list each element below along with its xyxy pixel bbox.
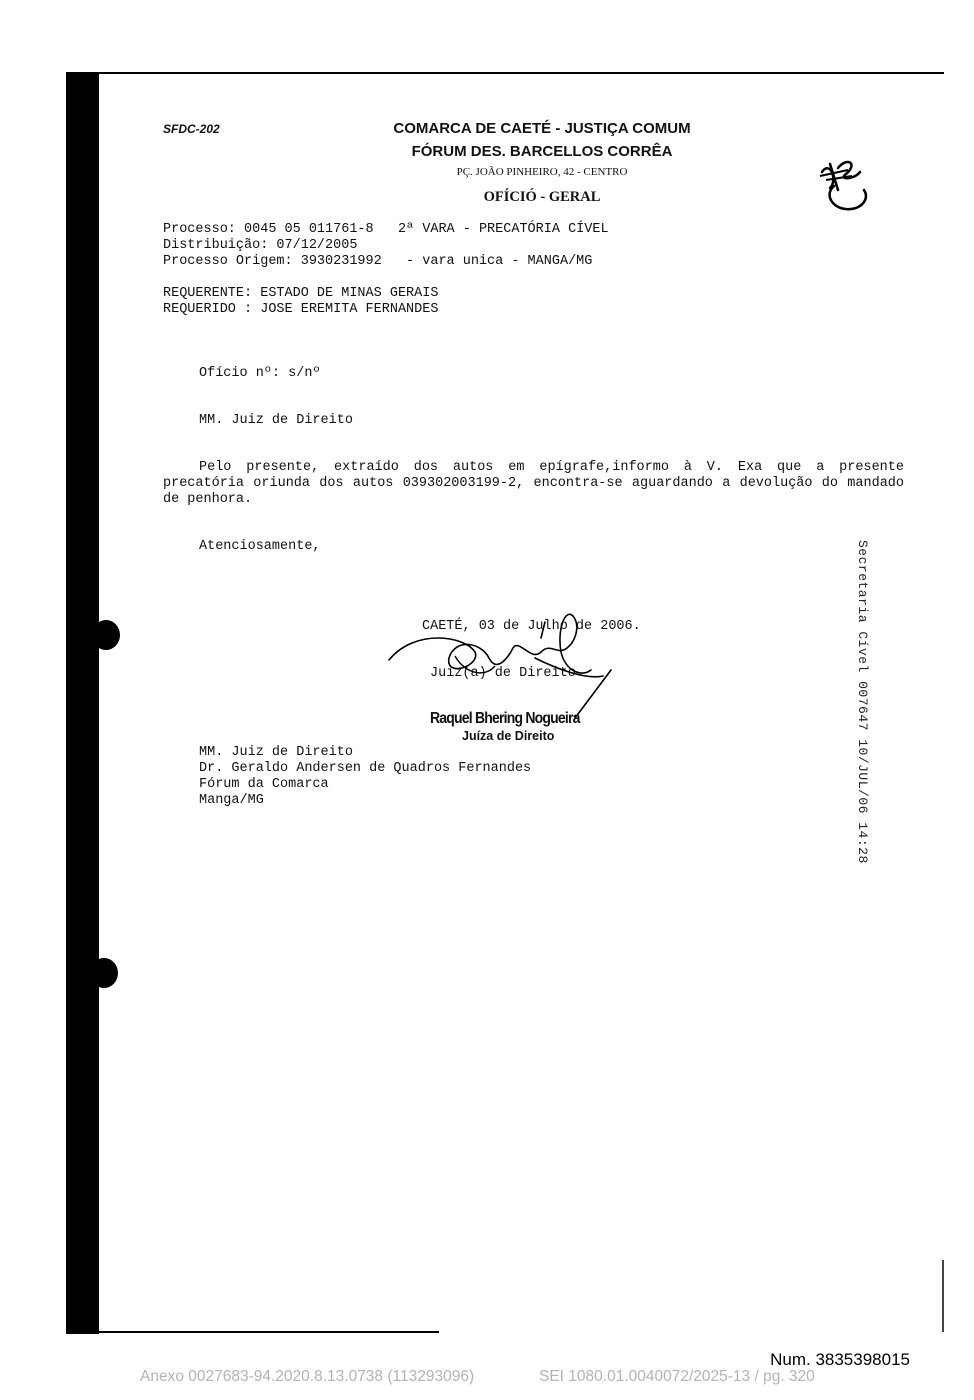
document-type: OFÍCIÓ - GERAL [483,189,601,205]
scan-border-right-fragment [942,1260,944,1332]
sei-reference: SEI 1080.01.0040072/2025-13 / pg. 320 [539,1368,815,1385]
scan-border-top [66,72,944,74]
recipient-line-1: MM. Juiz de Direito [199,745,353,760]
oficio-number: Ofício nº: s/nº [199,366,321,381]
place-date: CAETÉ, 03 de Julho de 2006. [422,619,641,634]
signer-stamp-title: Juíza de Direito [462,729,555,743]
requerente: REQUERENTE: ESTADO DE MINAS GERAIS [163,286,439,301]
receipt-stamp-text: Secretaria Cível 007647 10/JUL/06 14:28 [855,540,870,864]
body-paragraph: Pelo presente, extraído dos autos em epígrafe,informo à V. Exa que a presente precatória oriunda dos autos 039302003199-2, encontra-se aguardando a devolução do mandado de penhora. [163,460,904,507]
recipient-line-2: Dr. Geraldo Andersen de Quadros Fernandes [199,761,532,776]
signer-role: Juiz(a) de Direito [430,666,576,681]
receipt-stamp [848,540,878,864]
signer-stamp-name: Raquel Bhering Nogueira [430,708,580,727]
forum-title: FÓRUM DES. BARCELLOS CORRÊA [411,143,673,160]
court-title: COMARCA DE CAETÉ - JUSTIÇA COMUM [393,120,691,137]
initials-mark [808,150,878,220]
court-address: PÇ. JOÃO PINHEIRO, 42 - CENTRO [456,166,628,178]
form-code: SFDC-202 [163,122,220,136]
process-number: Processo: 0045 05 011761-8 2ª VARA - PRECATÓRIA CÍVEL [163,222,609,237]
annex-reference: Anexo 0027683-94.2020.8.13.0738 (113293096) [140,1368,475,1385]
recipient-line-4: Manga/MG [199,793,264,808]
recipient-line-3: Fórum da Comarca [199,777,329,792]
salutation: MM. Juiz de Direito [199,413,353,428]
origin-process: Processo Origem: 3930231992 - vara unica - MANGA/MG [163,254,593,269]
requerido: REQUERIDO : JOSE EREMITA FERNANDES [163,302,439,317]
closing: Atenciosamente, [199,539,321,554]
punch-hole-lower [90,958,118,988]
punch-hole-upper [92,620,120,650]
distribution-date: Distribuição: 07/12/2005 [163,238,358,253]
scan-border-left [66,72,99,1334]
document-number: Num. 3835398015 [770,1350,910,1369]
scan-border-bottom [99,1331,439,1333]
